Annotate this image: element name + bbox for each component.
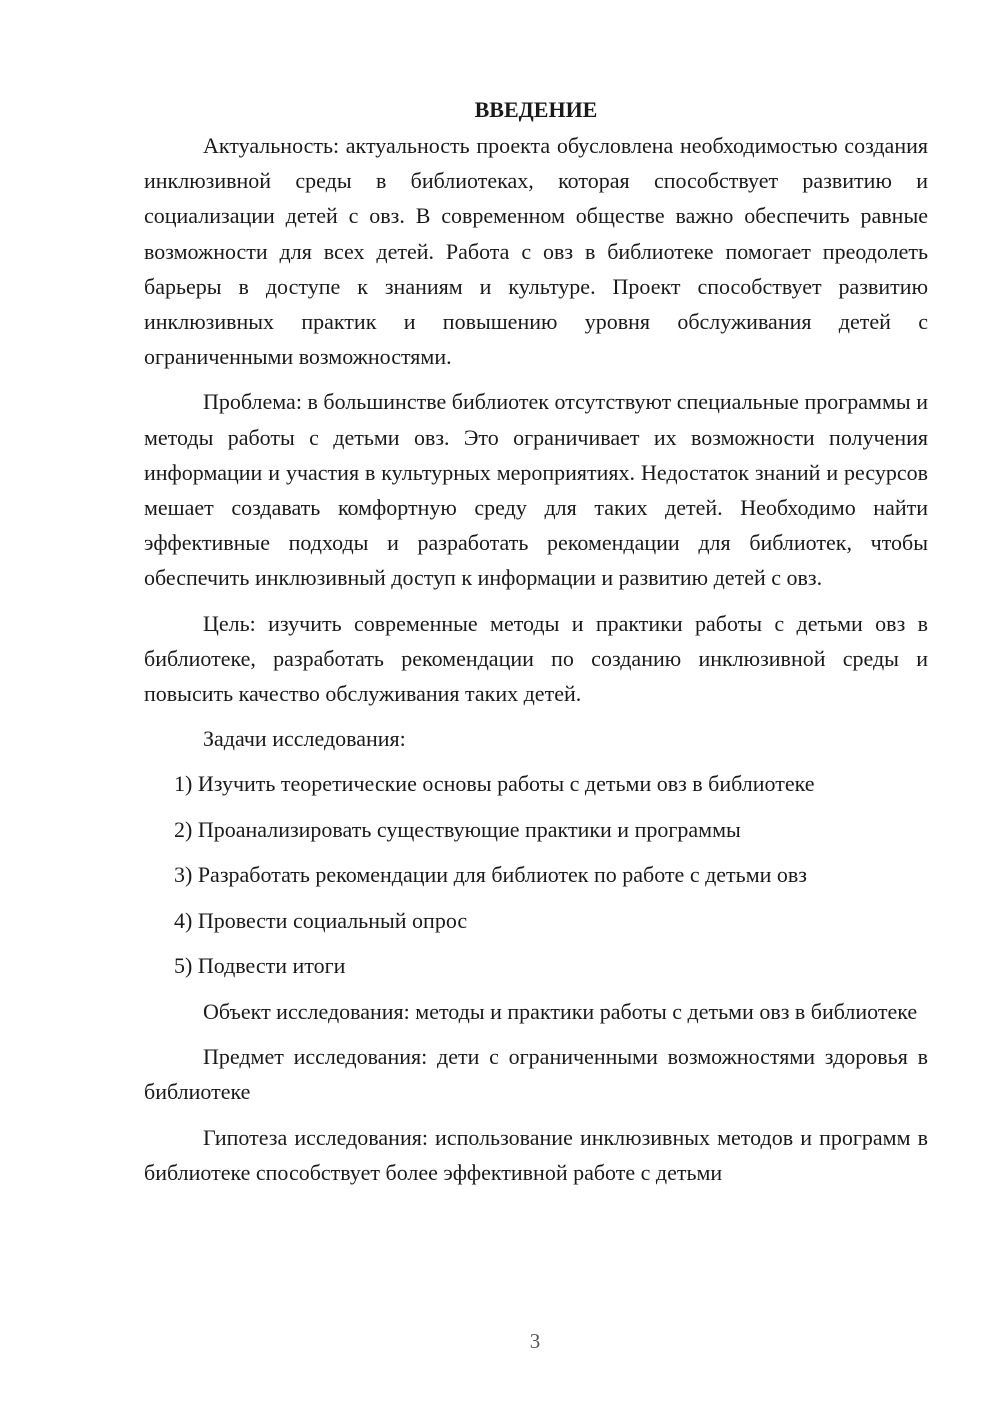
- paragraph-relevance: Актуальность: актуальность проекта обусловлена необходимостью создания инклюзивной среды в библиотеках, которая способствует развитию и социализации детей с овз. В современном обществе важно обеспечить равные возможности для всех детей. Работа с овз в библиотеке помогает преодолеть барьеры в доступе к знаниям и культуре. Проект способствует развитию инклюзивных практик и повышению уровня обслуживания детей с ограниченными возможностями.: [144, 133, 928, 370]
- list-item: 1) Изучить теоретические основы работы с детьми овз в библиотеке: [174, 771, 815, 797]
- paragraph-goal: Цель: изучить современные методы и практики работы с детьми овз в библиотеке, разработать рекомендации по созданию инклюзивной среды и повысить качество обслуживания таких детей.: [144, 610, 928, 707]
- tasks-heading: Задачи исследования:: [203, 726, 406, 752]
- paragraph-problem: Проблема: в большинстве библиотек отсутствуют специальные программы и методы работы с детьми овз. Это ограничивает их возможности получения информации и участия в культурных мероприятиях. Недостаток знаний и ресурсов мешает создавать комфортную среду для таких детей. Необходимо найти эффективные подходы и разработать рекомендации для библиотек, чтобы обеспечить инклюзивный доступ к информации и развитию детей с овз.: [144, 389, 928, 591]
- list-item: 5) Подвести итоги: [174, 953, 346, 979]
- paragraph-hypothesis: Гипотеза исследования: использование инклюзивных методов и программ в библиотеке способствует более эффективной работе с детьми: [144, 1124, 928, 1185]
- list-item: 4) Провести социальный опрос: [174, 907, 468, 933]
- tasks-list: [144, 766, 928, 983]
- document-title: ВВЕДЕНИЕ: [474, 97, 598, 122]
- paragraph-object: Объект исследования: методы и практики работы с детьми овз в библиотеке: [203, 998, 918, 1024]
- document-page: [144, 92, 928, 1200]
- list-item: 2) Проанализировать существующие практики и программы: [174, 816, 741, 842]
- page-number: 3: [529, 1329, 541, 1353]
- list-item: 3) Разработать рекомендации для библиотек по работе с детьми овз: [174, 862, 807, 888]
- paragraph-subject: Предмет исследования: дети с ограниченными возможностями здоровья в библиотеке: [144, 1044, 928, 1105]
